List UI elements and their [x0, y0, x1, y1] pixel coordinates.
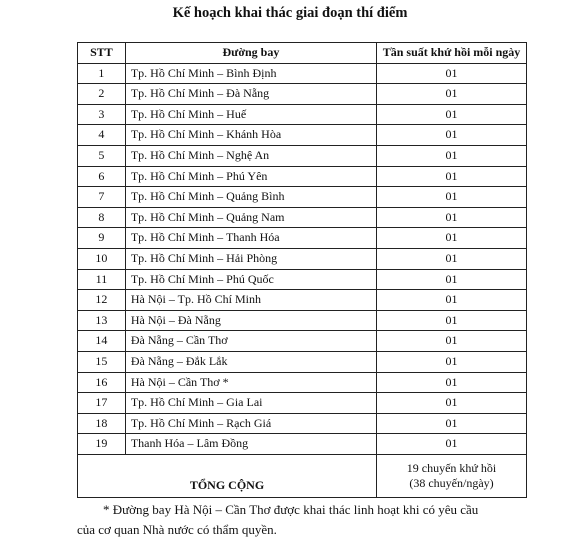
row-route: Tp. Hồ Chí Minh – Phú Quốc — [125, 269, 376, 290]
table-header-row — [78, 43, 527, 64]
row-stt: 19 — [78, 434, 126, 455]
row-route: Thanh Hóa – Lâm Đồng — [125, 434, 376, 455]
row-stt: 6 — [78, 166, 126, 187]
total-label: TỔNG CỘNG — [78, 454, 377, 497]
row-stt: 8 — [78, 207, 126, 228]
header-route: Đường bay — [125, 43, 376, 64]
row-frequency: 01 — [377, 145, 527, 166]
table-row — [78, 145, 527, 166]
row-route: Tp. Hồ Chí Minh – Rạch Giá — [125, 413, 376, 434]
row-frequency: 01 — [377, 393, 527, 414]
row-stt: 16 — [78, 372, 126, 393]
total-value-line2: (38 chuyến/ngày) — [409, 475, 494, 490]
header-stt: STT — [78, 43, 126, 64]
total-value — [377, 454, 527, 497]
row-frequency: 01 — [377, 104, 527, 125]
table-row — [78, 351, 527, 372]
row-stt: 13 — [78, 310, 126, 331]
table-row — [78, 166, 527, 187]
table-row — [78, 125, 527, 146]
total-value-line1: 19 chuyến khứ hồi — [406, 460, 497, 475]
table-total-row — [78, 454, 527, 497]
row-frequency: 01 — [377, 351, 527, 372]
row-stt: 2 — [78, 84, 126, 105]
table-body — [78, 63, 527, 454]
table-row — [78, 207, 527, 228]
row-frequency: 01 — [377, 228, 527, 249]
row-stt: 10 — [78, 248, 126, 269]
row-frequency: 01 — [377, 434, 527, 455]
row-route: Hà Nội – Tp. Hồ Chí Minh — [125, 290, 376, 311]
row-route: Tp. Hồ Chí Minh – Quảng Bình — [125, 187, 376, 208]
row-route: Tp. Hồ Chí Minh – Thanh Hóa — [125, 228, 376, 249]
row-route: Tp. Hồ Chí Minh – Khánh Hòa — [125, 125, 376, 146]
footnote-line1: * Đường bay Hà Nội – Cần Thơ được khai thác linh hoạt khi có yêu cầu — [103, 502, 479, 517]
table-row — [78, 248, 527, 269]
row-frequency: 01 — [377, 413, 527, 434]
row-stt: 11 — [78, 269, 126, 290]
row-route: Tp. Hồ Chí Minh – Quảng Nam — [125, 207, 376, 228]
table-row — [78, 310, 527, 331]
row-frequency: 01 — [377, 248, 527, 269]
row-route: Hà Nội – Cần Thơ * — [125, 372, 376, 393]
row-frequency: 01 — [377, 331, 527, 352]
table-row — [78, 413, 527, 434]
row-stt: 18 — [78, 413, 126, 434]
row-stt: 3 — [78, 104, 126, 125]
row-route: Tp. Hồ Chí Minh – Gia Lai — [125, 393, 376, 414]
row-frequency: 01 — [377, 290, 527, 311]
row-stt: 15 — [78, 351, 126, 372]
row-route: Tp. Hồ Chí Minh – Huế — [125, 104, 376, 125]
table-row — [78, 434, 527, 455]
row-route: Tp. Hồ Chí Minh – Đà Nẵng — [125, 84, 376, 105]
header-frequency: Tần suất khứ hồi mỗi ngày — [377, 43, 527, 64]
row-stt: 4 — [78, 125, 126, 146]
row-frequency: 01 — [377, 125, 527, 146]
table-row — [78, 331, 527, 352]
row-stt: 12 — [78, 290, 126, 311]
table-row — [78, 84, 527, 105]
table-row — [78, 393, 527, 414]
row-frequency: 01 — [377, 166, 527, 187]
row-route: Tp. Hồ Chí Minh – Phú Yên — [125, 166, 376, 187]
row-frequency: 01 — [377, 207, 527, 228]
row-stt: 14 — [78, 331, 126, 352]
table-row — [78, 290, 527, 311]
table-row — [78, 187, 527, 208]
row-route: Tp. Hồ Chí Minh – Nghệ An — [125, 145, 376, 166]
table-row — [78, 269, 527, 290]
row-route: Tp. Hồ Chí Minh – Hải Phòng — [125, 248, 376, 269]
flight-plan-table — [77, 42, 527, 498]
row-route: Tp. Hồ Chí Minh – Bình Định — [125, 63, 376, 84]
row-route: Đà Nẵng – Cần Thơ — [125, 331, 376, 352]
row-stt: 7 — [78, 187, 126, 208]
footnote-line2: của cơ quan Nhà nước có thẩm quyền. — [77, 522, 277, 537]
table-row — [78, 228, 527, 249]
row-stt: 17 — [78, 393, 126, 414]
row-stt: 5 — [78, 145, 126, 166]
row-frequency: 01 — [377, 63, 527, 84]
row-frequency: 01 — [377, 310, 527, 331]
row-route: Đà Nẵng – Đắk Lắk — [125, 351, 376, 372]
table-row — [78, 372, 527, 393]
footnote — [77, 500, 537, 540]
row-stt: 9 — [78, 228, 126, 249]
row-frequency: 01 — [377, 372, 527, 393]
row-route: Hà Nội – Đà Nẵng — [125, 310, 376, 331]
table-row — [78, 104, 527, 125]
row-frequency: 01 — [377, 269, 527, 290]
table-row — [78, 63, 527, 84]
row-frequency: 01 — [377, 187, 527, 208]
row-stt: 1 — [78, 63, 126, 84]
row-frequency: 01 — [377, 84, 527, 105]
page-title: Kế hoạch khai thác giai đoạn thí điểm — [172, 5, 408, 21]
